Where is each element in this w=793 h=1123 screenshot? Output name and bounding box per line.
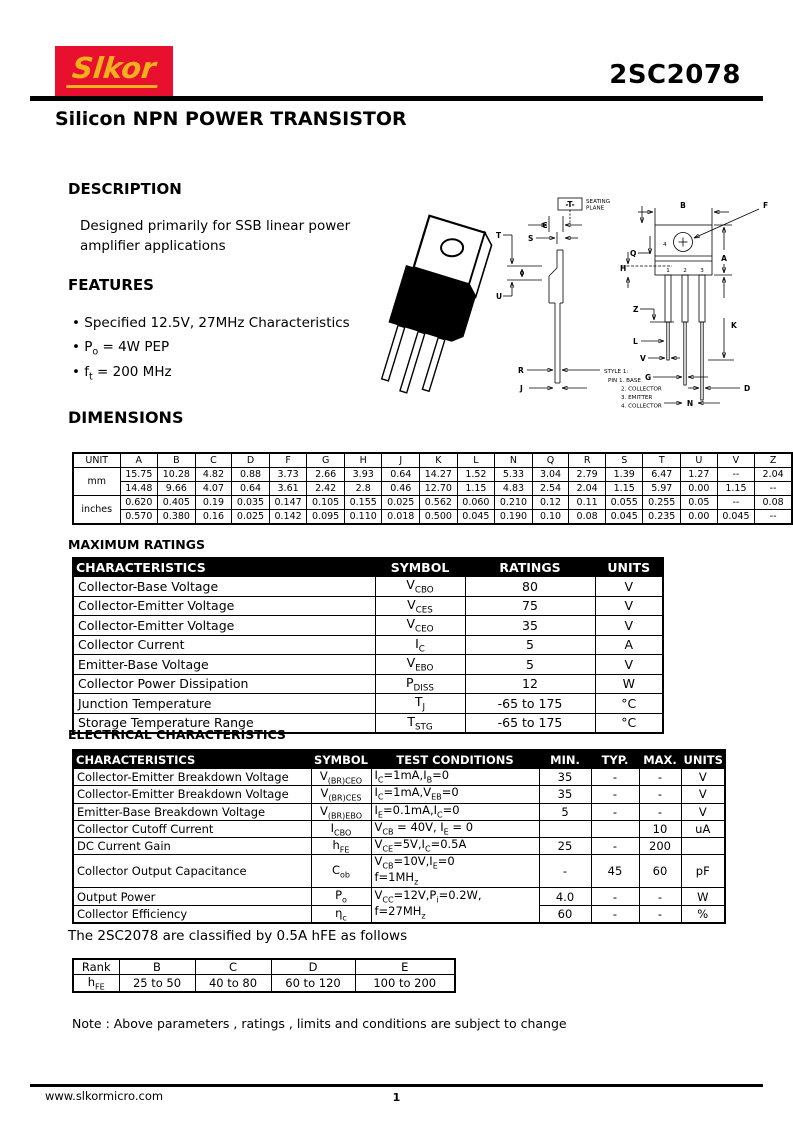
- dim-value: 0.16: [195, 510, 232, 525]
- ratings-value: 5: [465, 635, 595, 655]
- ratings-col-header: UNITS: [595, 558, 663, 577]
- table-row: [73, 577, 663, 597]
- feature-item: • Specified 12.5V, 27MHz Characteristics: [72, 312, 350, 336]
- electrical-table: [72, 749, 726, 924]
- electrical-heading: ELECTRICAL CHARACTERISTICS: [68, 727, 286, 742]
- dim-value: 0.142: [269, 510, 307, 525]
- side-view: [496, 198, 662, 410]
- dim-value: 0.025: [232, 510, 270, 525]
- table-row: [73, 959, 455, 975]
- elec-unit: uA: [681, 820, 725, 837]
- footer-rule: [30, 1084, 763, 1087]
- dim-value: 0.46: [382, 482, 420, 496]
- dim-value: 0.018: [382, 510, 420, 525]
- dim-label-k: K: [731, 321, 737, 330]
- dim-label-s: S: [528, 234, 534, 243]
- dim-label-j: J: [520, 384, 523, 393]
- table-row: [73, 558, 663, 577]
- table-row: [73, 975, 455, 993]
- feature-item: • $P_o = 4W$ PEP: [72, 336, 350, 361]
- dim-value: 0.11: [569, 496, 606, 510]
- dim-value: 12.70: [420, 482, 458, 496]
- dim-value: 0.190: [495, 510, 533, 525]
- table-row: [73, 510, 792, 525]
- dim-value: 1.27: [681, 468, 718, 482]
- dim-value: 4.83: [495, 482, 533, 496]
- table-row: [73, 496, 792, 510]
- elec-characteristic: DC Current Gain: [73, 838, 311, 855]
- elec-col-header: SYMBOL: [311, 750, 371, 769]
- ratings-symbol: $I_C$: [375, 635, 465, 655]
- elec-typ: [591, 820, 639, 837]
- ratings-col-header: CHARACTERISTICS: [73, 558, 375, 577]
- ratings-characteristic: Storage Temperature Range: [73, 713, 375, 733]
- elec-min: 60: [539, 905, 591, 923]
- ratings-value: 35: [465, 616, 595, 636]
- dim-label-u: U: [496, 292, 503, 301]
- dim-value: 0.562: [420, 496, 458, 510]
- elec-characteristic: Collector-Emitter Breakdown Voltage: [73, 786, 311, 803]
- dim-value: 6.47: [643, 468, 681, 482]
- dim-value: 0.110: [344, 510, 382, 525]
- elec-conditions: $V_{CB}=10V,I_E=0$ $f=1MH_z$: [371, 855, 539, 888]
- elec-conditions: $I_E=0.1mA,I_C=0$: [371, 803, 539, 820]
- dim-value: 3.04: [532, 468, 569, 482]
- dim-value: 3.93: [344, 468, 382, 482]
- hfe-range: 40 to 80: [195, 975, 271, 993]
- dim-value: 0.620: [120, 496, 158, 510]
- dim-value: 0.035: [232, 496, 270, 510]
- elec-symbol: $P_o$: [311, 888, 371, 905]
- elec-characteristic: Collector Cutoff Current: [73, 820, 311, 837]
- dim-value: 0.147: [269, 496, 307, 510]
- dim-value: 4.82: [195, 468, 232, 482]
- dim-value: 2.04: [569, 482, 606, 496]
- package-photo: [352, 208, 502, 403]
- ratings-col-header: RATINGS: [465, 558, 595, 577]
- pin1-number: 1: [666, 268, 670, 274]
- elec-symbol: $h_{FE}$: [311, 838, 371, 855]
- footer-url: www.slkormicro.com: [45, 1089, 164, 1103]
- dim-value: 0.12: [532, 496, 569, 510]
- dim-value: 1.39: [605, 468, 643, 482]
- elec-symbol: $C_{ob}$: [311, 855, 371, 888]
- dim-col-f: F: [269, 453, 307, 468]
- elec-symbol: $I_{CBO}$: [311, 820, 371, 837]
- dim-value: 0.88: [232, 468, 270, 482]
- dim-label-n: N: [686, 399, 694, 408]
- elec-symbol: $V_{(BR)EBO}$: [311, 803, 371, 820]
- ratings-symbol: $V_{CBO}$: [375, 577, 465, 597]
- dim-value: 2.79: [569, 468, 606, 482]
- rank-name: E: [355, 959, 455, 975]
- ratings-unit: °C: [595, 713, 663, 733]
- ratings-value: -65 to 175: [465, 694, 595, 714]
- elec-min: 35: [539, 769, 591, 786]
- elec-max: -: [639, 803, 681, 820]
- dim-value: 0.255: [643, 496, 681, 510]
- dim-value: 0.08: [755, 496, 792, 510]
- dim-value: 0.64: [232, 482, 270, 496]
- elec-unit: W: [681, 888, 725, 905]
- ratings-value: 80: [465, 577, 595, 597]
- dim-unit-label: inches: [73, 496, 120, 525]
- dim-value: 5.33: [495, 468, 533, 482]
- ratings-unit: A: [595, 635, 663, 655]
- dim-label-v: V: [640, 354, 646, 363]
- note-text: Note : Above parameters , ratings , limits and conditions are subject to change: [72, 1016, 567, 1031]
- table-row: [73, 635, 663, 655]
- features-heading: FEATURES: [68, 276, 154, 294]
- elec-characteristic: Emitter-Base Breakdown Voltage: [73, 803, 311, 820]
- pin3-number: 3: [700, 268, 704, 274]
- pin-line-2: 2. COLLECTOR: [621, 386, 662, 393]
- elec-symbol: $V_{(BR)CEO}$: [311, 769, 371, 786]
- elec-unit: V: [681, 786, 725, 803]
- rank-name: B: [119, 959, 195, 975]
- dim-value: 0.105: [307, 496, 345, 510]
- dim-value: 3.73: [269, 468, 307, 482]
- ratings-characteristic: Collector-Base Voltage: [73, 577, 375, 597]
- table-row: [73, 616, 663, 636]
- elec-typ: -: [591, 786, 639, 803]
- dim-col-b: B: [158, 453, 196, 468]
- table-row: [73, 769, 725, 786]
- table-row: [73, 820, 725, 837]
- rank-table: [72, 958, 456, 993]
- table-row: [73, 750, 725, 769]
- ratings-value: -65 to 175: [465, 713, 595, 733]
- elec-characteristic: Collector Output Capacitance: [73, 855, 311, 888]
- elec-unit: [681, 838, 725, 855]
- dim-value: 0.570: [120, 510, 158, 525]
- dim-unit-label: mm: [73, 468, 120, 496]
- elec-min: 4.0: [539, 888, 591, 905]
- elec-min: [539, 820, 591, 837]
- front-view: [620, 201, 768, 408]
- dim-value: 9.66: [158, 482, 196, 496]
- dim-value: 0.095: [307, 510, 345, 525]
- dim-value: 0.060: [457, 496, 495, 510]
- table-row: [73, 468, 792, 482]
- ratings-unit: V: [595, 577, 663, 597]
- dim-col-d: D: [232, 453, 270, 468]
- elec-conditions: $V_{CE}=5V,I_C=0.5A$: [371, 838, 539, 855]
- dim-value: 0.025: [382, 496, 420, 510]
- dim-value: 0.05: [681, 496, 718, 510]
- dim-col-t: T: [643, 453, 681, 468]
- elec-typ: -: [591, 803, 639, 820]
- table-row: [73, 803, 725, 820]
- elec-symbol: $\eta_c$: [311, 905, 371, 923]
- elec-max: 200: [639, 838, 681, 855]
- dim-value: --: [717, 496, 755, 510]
- dim-label-d: D: [744, 384, 751, 393]
- dim-col-j: J: [382, 453, 420, 468]
- pin2-number: 2: [683, 268, 687, 274]
- ratings-symbol: $T_J$: [375, 694, 465, 714]
- dim-value: 2.66: [307, 468, 345, 482]
- dim-col-l: L: [457, 453, 495, 468]
- elec-max: -: [639, 786, 681, 803]
- dim-label-l: L: [633, 337, 638, 346]
- ratings-characteristic: Emitter-Base Voltage: [73, 655, 375, 675]
- elec-col-header: UNITS: [681, 750, 725, 769]
- dim-value: 0.045: [717, 510, 755, 525]
- dimensions-heading: DIMENSIONS: [68, 408, 184, 427]
- ratings-symbol: $P_{DISS}$: [375, 674, 465, 694]
- elec-min: 25: [539, 838, 591, 855]
- dim-value: 5.97: [643, 482, 681, 496]
- elec-col-header: TEST CONDITIONS: [371, 750, 539, 769]
- hfe-label: $h_{FE}$: [73, 975, 119, 993]
- dim-col-s: S: [605, 453, 643, 468]
- dim-value: 4.07: [195, 482, 232, 496]
- dim-value: 10.28: [158, 468, 196, 482]
- table-row: [73, 855, 725, 888]
- dim-value: 0.10: [532, 510, 569, 525]
- seating-plane-tag: -T-: [565, 200, 575, 209]
- dim-label-b: B: [680, 201, 686, 210]
- dim-value: 0.235: [643, 510, 681, 525]
- elec-conditions: $I_C=1mA,I_B=0$: [371, 769, 539, 786]
- dim-value: 0.405: [158, 496, 196, 510]
- seating-plane-label-1: SEATING: [586, 199, 611, 205]
- elec-max: 60: [639, 855, 681, 888]
- elec-col-header: MIN.: [539, 750, 591, 769]
- ratings-col-header: SYMBOL: [375, 558, 465, 577]
- dim-value: 14.27: [420, 468, 458, 482]
- dim-value: --: [717, 468, 755, 482]
- dim-value: 0.00: [681, 482, 718, 496]
- dim-value: 2.8: [344, 482, 382, 496]
- elec-min: 35: [539, 786, 591, 803]
- elec-characteristic: Collector Efficiency: [73, 905, 311, 923]
- pin-line-1: PIN 1. BASE: [608, 378, 641, 384]
- ratings-unit: V: [595, 655, 663, 675]
- dim-col-a: A: [120, 453, 158, 468]
- ratings-symbol: $V_{EBO}$: [375, 655, 465, 675]
- dim-value: --: [755, 482, 792, 496]
- brand-logo-text: Slkor: [67, 54, 162, 88]
- dim-label-c: C: [542, 221, 548, 230]
- ratings-symbol: $T_{STG}$: [375, 713, 465, 733]
- ratings-value: 75: [465, 596, 595, 616]
- elec-max: -: [639, 769, 681, 786]
- elec-unit: V: [681, 803, 725, 820]
- dim-value: 3.61: [269, 482, 307, 496]
- dim-col-z: Z: [755, 453, 792, 468]
- dim-value: 0.19: [195, 496, 232, 510]
- header-rule: [30, 96, 763, 101]
- dim-value: 2.04: [755, 468, 792, 482]
- dim-value: 2.54: [532, 482, 569, 496]
- ratings-unit: W: [595, 674, 663, 694]
- dim-label-f: F: [763, 201, 769, 210]
- rank-name: C: [195, 959, 271, 975]
- dim-value: 0.00: [681, 510, 718, 525]
- dim-value: 1.15: [717, 482, 755, 496]
- elec-unit: pF: [681, 855, 725, 888]
- dim-value: 0.64: [382, 468, 420, 482]
- dim-value: 2.42: [307, 482, 345, 496]
- ratings-unit: V: [595, 596, 663, 616]
- elec-col-header: TYP.: [591, 750, 639, 769]
- rank-name: D: [271, 959, 355, 975]
- dim-value: 0.045: [457, 510, 495, 525]
- hfe-range: 60 to 120: [271, 975, 355, 993]
- dim-label-a: A: [721, 254, 727, 263]
- dim-value: 0.08: [569, 510, 606, 525]
- dim-value: 0.500: [420, 510, 458, 525]
- elec-col-header: CHARACTERISTICS: [73, 750, 311, 769]
- dim-col-n: N: [495, 453, 533, 468]
- dim-col-k: K: [420, 453, 458, 468]
- maximum-ratings-heading: MAXIMUM RATINGS: [68, 537, 206, 552]
- package-dimension-diagram: [492, 168, 782, 420]
- dim-value: 0.045: [605, 510, 643, 525]
- pin-line-3: 3. EMITTER: [621, 395, 653, 401]
- elec-conditions: $V_{CC}=12V,P_i=0.2W$, $f=27MH_z$: [371, 888, 539, 923]
- dim-col-c: C: [195, 453, 232, 468]
- dim-label-g: G: [645, 373, 652, 382]
- description-heading: DESCRIPTION: [68, 180, 182, 198]
- hfe-range: 25 to 50: [119, 975, 195, 993]
- page-number: 1: [392, 1091, 401, 1104]
- elec-unit: %: [681, 905, 725, 923]
- ratings-value: 12: [465, 674, 595, 694]
- ratings-value: 5: [465, 655, 595, 675]
- elec-typ: -: [591, 769, 639, 786]
- pin4-number: 4: [663, 242, 667, 248]
- table-row: [73, 694, 663, 714]
- dim-value: 0.055: [605, 496, 643, 510]
- elec-conditions: $I_C=1mA,V_{EB}=0$: [371, 786, 539, 803]
- elec-characteristic: Collector-Emitter Breakdown Voltage: [73, 769, 311, 786]
- rank-label: Rank: [73, 959, 119, 975]
- dim-value: 1.15: [605, 482, 643, 496]
- ratings-unit: V: [595, 616, 663, 636]
- part-number: 2SC2078: [609, 60, 741, 90]
- dim-label-q: Q: [630, 249, 637, 258]
- elec-typ: -: [591, 888, 639, 905]
- hfe-range: 100 to 200: [355, 975, 455, 993]
- brand-logo: [55, 46, 173, 96]
- elec-min: -: [539, 855, 591, 888]
- ratings-symbol: $V_{CES}$: [375, 596, 465, 616]
- ratings-characteristic: Collector Current: [73, 635, 375, 655]
- dim-value: 0.210: [495, 496, 533, 510]
- dim-value: 1.15: [457, 482, 495, 496]
- table-row: [73, 674, 663, 694]
- table-row: [73, 888, 725, 905]
- elec-typ: 45: [591, 855, 639, 888]
- dim-value: 1.52: [457, 468, 495, 482]
- table-row: [73, 596, 663, 616]
- elec-max: -: [639, 905, 681, 923]
- table-row: [73, 838, 725, 855]
- pin-style-title: STYLE 1:: [604, 369, 629, 375]
- elec-max: -: [639, 888, 681, 905]
- feature-item: • $f_t = 200$ MHz: [72, 361, 350, 386]
- features-list: [72, 312, 350, 386]
- dim-col-r: R: [569, 453, 606, 468]
- ratings-unit: °C: [595, 694, 663, 714]
- maximum-ratings-table: [72, 557, 664, 734]
- classification-intro: The 2SC2078 are classified by 0.5A hFE as follows: [68, 928, 408, 944]
- elec-max: 10: [639, 820, 681, 837]
- elec-conditions: $V_{CB} = 40V$, $I_E = 0$: [371, 820, 539, 837]
- doc-title: Silicon NPN POWER TRANSISTOR: [55, 108, 407, 130]
- dim-value: 14.48: [120, 482, 158, 496]
- dim-col-v: V: [717, 453, 755, 468]
- table-row: [73, 482, 792, 496]
- elec-unit: V: [681, 769, 725, 786]
- dim-value: --: [755, 510, 792, 525]
- elec-col-header: MAX.: [639, 750, 681, 769]
- table-row: [73, 786, 725, 803]
- description-text: Designed primarily for SSB linear power amplifier applications: [80, 218, 351, 255]
- dim-col-u: U: [681, 453, 718, 468]
- elec-typ: -: [591, 838, 639, 855]
- elec-symbol: $V_{(BR)CES}$: [311, 786, 371, 803]
- seating-plane-label-2: PLANE: [586, 205, 605, 212]
- dim-col-h: H: [344, 453, 382, 468]
- elec-min: 5: [539, 803, 591, 820]
- elec-typ: -: [591, 905, 639, 923]
- ratings-characteristic: Collector Power Dissipation: [73, 674, 375, 694]
- table-row: [73, 453, 792, 468]
- dim-col-unit: UNIT: [73, 453, 120, 468]
- dim-label-t: T: [496, 231, 502, 240]
- dim-label-z: Z: [633, 305, 639, 314]
- dim-label-h: H: [620, 264, 627, 273]
- ratings-characteristic: Collector-Emitter Voltage: [73, 596, 375, 616]
- dim-value: 0.155: [344, 496, 382, 510]
- pin-line-4: 4. COLLECTOR: [621, 403, 662, 410]
- dimensions-table: [72, 452, 793, 525]
- table-row: [73, 655, 663, 675]
- elec-characteristic: Output Power: [73, 888, 311, 905]
- dim-value: 15.75: [120, 468, 158, 482]
- dim-col-q: Q: [532, 453, 569, 468]
- dim-col-g: G: [307, 453, 345, 468]
- dim-value: 0.380: [158, 510, 196, 525]
- dim-label-r: R: [518, 366, 524, 375]
- ratings-symbol: $V_{CEO}$: [375, 616, 465, 636]
- ratings-characteristic: Junction Temperature: [73, 694, 375, 714]
- ratings-characteristic: Collector-Emitter Voltage: [73, 616, 375, 636]
